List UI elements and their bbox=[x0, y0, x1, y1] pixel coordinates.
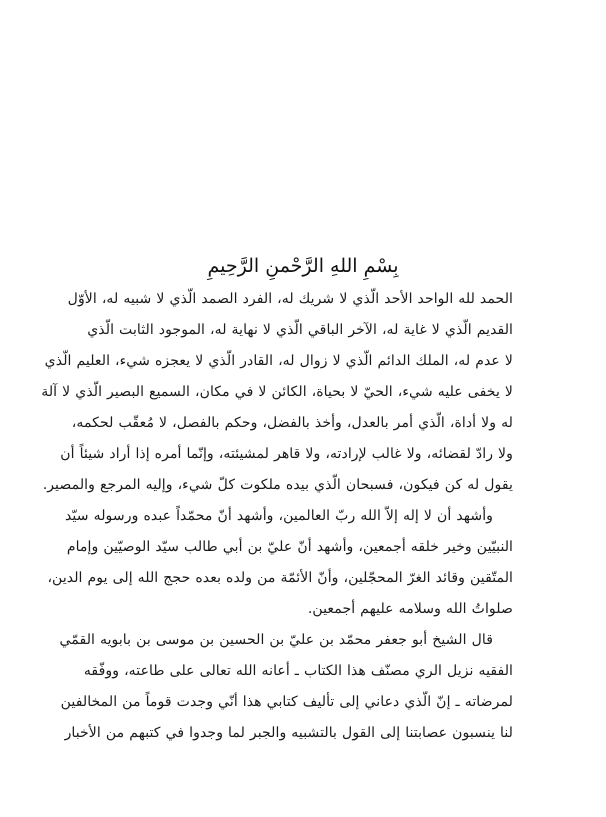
text-line: ولا رادّ لقضائه، ولا غالب لإرادته، ولا قاهر لمشيئته، وإنّما أمره إذا أراد شيئاً أن bbox=[60, 446, 513, 462]
text-line: يقول له كن فيكون، فسبحان الّذي بيده ملكوت كلّ شيء، وإليه المرجع والمصير. bbox=[42, 477, 513, 493]
paragraph-testimony bbox=[47, 501, 513, 625]
text-line: الفقيه نزيل الري مصنّف هذا الكتاب ـ أعانه الله تعالى على طاعته، ووفّقه bbox=[83, 663, 513, 679]
paragraph-praise bbox=[41, 284, 513, 501]
text-line: النبيّين وخير خلقه أجمعين، وأشهد أنّ عليّ بن أبي طالب سيّد الوصيّين وإمام bbox=[66, 539, 513, 555]
body-text bbox=[41, 284, 513, 749]
text-line: وأشهد أن لا إله إلاّ الله ربّ العالمين، وأشهد أنّ محمّداً عبده ورسوله سيّد bbox=[64, 508, 493, 524]
text-line: المتّقين وقائد الغرّ المحجّلين، وأنّ الأئمّة من ولده بعده حجج الله إلى يوم الدين، bbox=[47, 570, 513, 586]
text-line: الحمد لله الواحد الأحد الّذي لا شريك له، الفرد الصمد الّذي لا شبيه له، الأوّل bbox=[67, 291, 513, 307]
text-line: له ولا أداة، الّذي أمر بالعدل، وأخذ بالفضل، وحكم بالفصل، لا مُعقّب لحكمه، bbox=[71, 415, 513, 431]
text-line: لمرضاته ـ إنّ الّذي دعاني إلى تأليف كتابي هذا أنّي وجدت قوماً من المخالفين bbox=[60, 694, 513, 710]
basmala-heading: بِسْمِ اللهِ الرَّحْمنِ الرَّحِيمِ bbox=[207, 255, 399, 277]
text-line: القديم الّذي لا غاية له، الآخر الباقي الّذي لا نهاية له، الموجود الثابت الّذي bbox=[87, 322, 513, 338]
text-line: لا عدم له، الملك الدائم الّذي لا زوال له، القادر الّذي لا يعجزه شيء، العليم الّذي bbox=[44, 353, 513, 369]
text-line: صلواتُ الله وسلامه عليهم أجمعين. bbox=[307, 601, 513, 617]
text-line: لنا ينسبون عصابتنا إلى القول بالتشبيه والجبر لما وجدوا في كتبهم من الأخبار bbox=[64, 725, 513, 741]
paragraph-author-statement bbox=[59, 625, 513, 749]
text-line: قال الشيخ أبو جعفر محمّد بن عليّ بن الحسين بن موسى بن بابويه القمّي bbox=[59, 632, 493, 648]
text-line: لا يخفى عليه شيء، الحيّ لا بحياة، الكائن لا في مكان، السميع البصير الّذي لا آلة bbox=[41, 384, 513, 400]
